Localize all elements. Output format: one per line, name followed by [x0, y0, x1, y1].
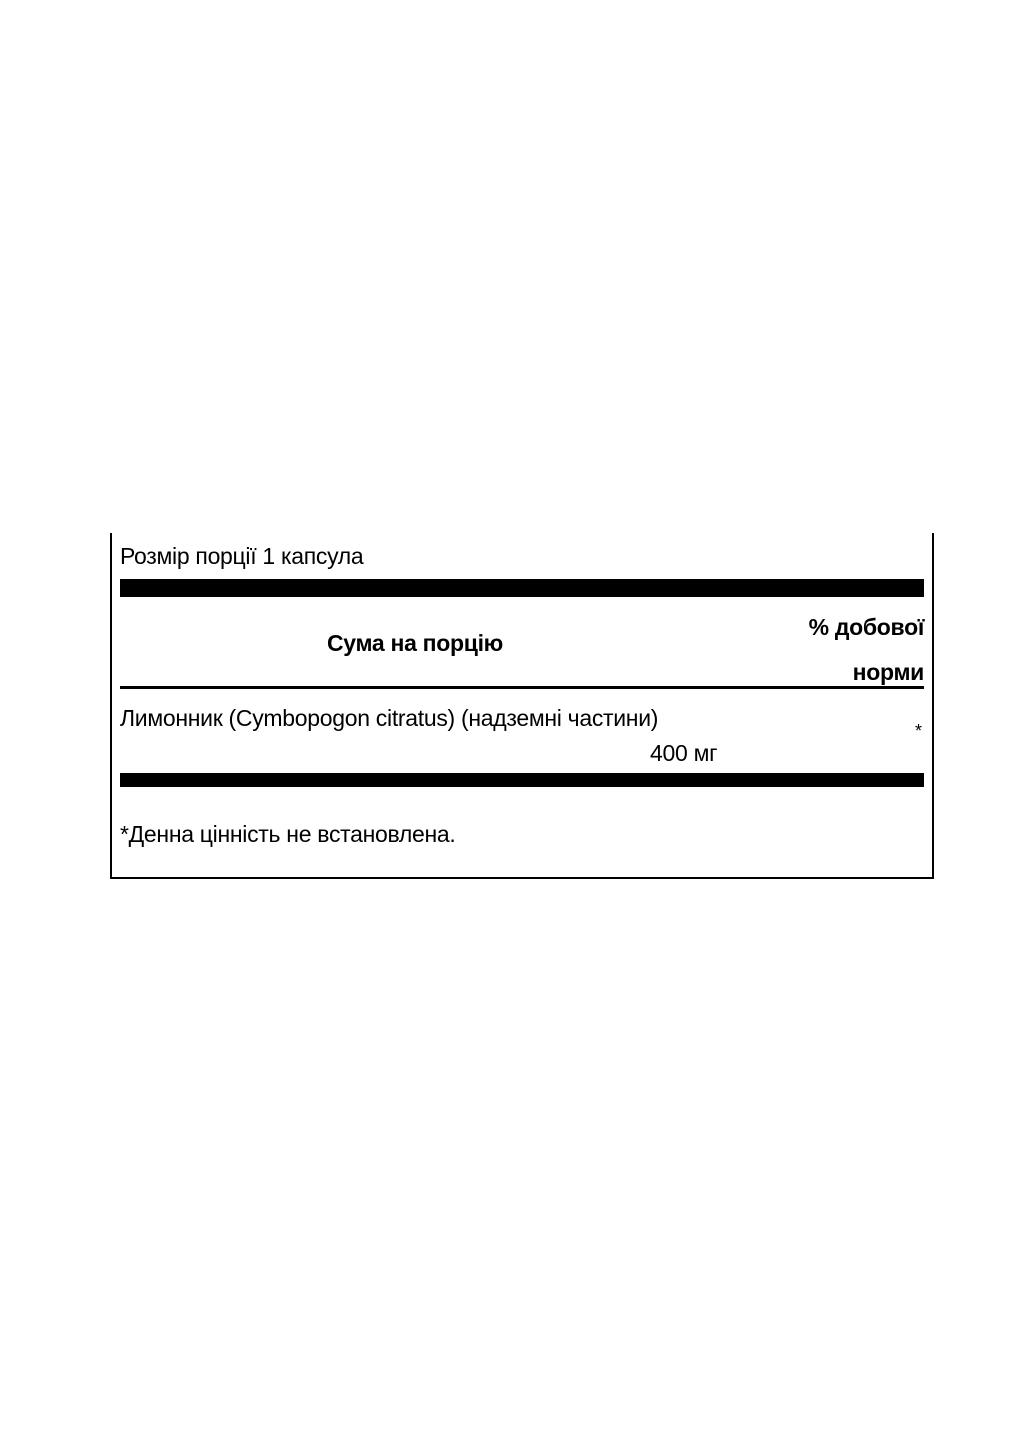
top-divider [120, 579, 924, 597]
daily-value-header-line2: норми [852, 659, 924, 685]
daily-value-header-line1: % добової [808, 614, 924, 640]
ingredient-name: Лимонник (Cymbopogon citratus) (надземні частини) [120, 705, 659, 731]
serving-size: Розмір порції 1 капсула [120, 543, 364, 569]
amount-per-serving-header: Сума на порцію [327, 630, 504, 656]
supplement-facts-panel [110, 533, 934, 879]
ingredient-daily-value: * [914, 721, 922, 741]
footnote: *Денна цінність не встановлена. [120, 821, 456, 847]
daily-value-header [809, 605, 924, 695]
ingredient-amount: 400 мг [650, 740, 718, 766]
bottom-divider [120, 773, 924, 787]
header-divider [120, 686, 924, 689]
